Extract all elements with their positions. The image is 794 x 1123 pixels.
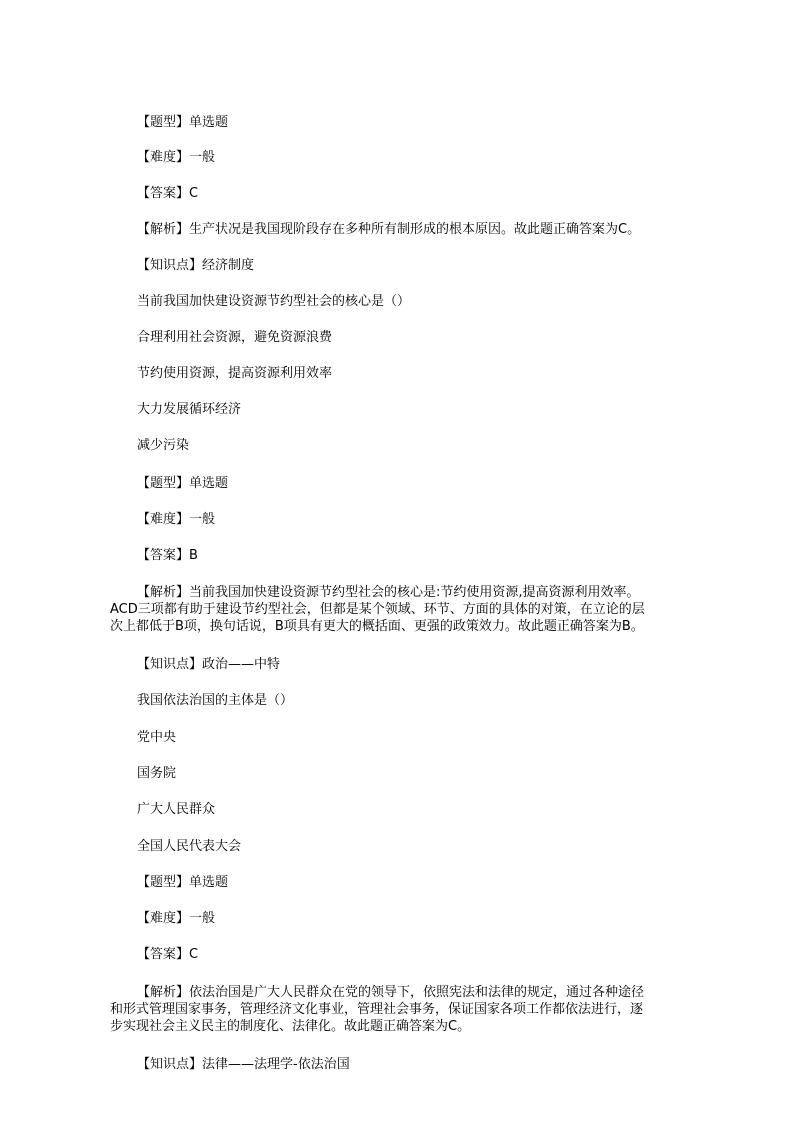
q2-option-c: 大力发展循环经济 [137, 402, 242, 417]
q1-difficulty: 【难度】一般 [137, 150, 216, 165]
q1-knowledge-point: 【知识点】经济制度 [137, 258, 255, 273]
q2-analysis-line-1: 【解析】当前我国加快建设资源节约型社会的核心是:节约使用资源,提高资源利用效率。 [137, 585, 640, 600]
q3-analysis-line-2: 和形式管理国家事务，管理经济文化事业，管理社会事务，保证国家各项工作都依法进行，逐 [110, 1002, 644, 1017]
q1-analysis: 【解析】生产状况是我国现阶段存在多种所有制形成的根本原因。故此题正确答案为C。 [137, 222, 641, 237]
q3-knowledge-point: 【知识点】法律——法理学-依法治国 [137, 1057, 350, 1072]
q2-option-b: 节约使用资源，提高资源利用效率 [137, 366, 333, 381]
q1-answer: 【答案】C [137, 186, 199, 201]
q3-option-d: 全国人民代表大会 [137, 839, 242, 854]
q3-analysis-line-3: 步实现社会主义民主的制度化、法律化。故此题正确答案为C。 [110, 1019, 471, 1034]
q2-answer: 【答案】B [137, 548, 198, 563]
q3-analysis-line-1: 【解析】依法治国是广大人民群众在党的领导下，依照宪法和法律的规定，通过各种途径 [137, 985, 645, 1000]
q2-difficulty: 【难度】一般 [137, 512, 216, 527]
q3-difficulty: 【难度】一般 [137, 911, 216, 926]
q3-answer: 【答案】C [137, 947, 199, 962]
q2-knowledge-point: 【知识点】政治——中特 [137, 657, 281, 672]
q2-option-d: 减少污染 [137, 438, 190, 453]
q3-type: 【题型】单选题 [137, 875, 229, 890]
q3-stem: 我国依法治国的主体是（） [137, 693, 294, 708]
q3-option-c: 广大人民群众 [137, 802, 216, 817]
q1-type: 【题型】单选题 [137, 115, 229, 130]
q2-type: 【题型】单选题 [137, 476, 229, 491]
q3-analysis [110, 984, 688, 1035]
q2-stem: 当前我国加快建设资源节约型社会的核心是（） [137, 294, 411, 309]
q2-analysis-line-3: 次上都低于B项，换句话说，B项具有更大的概括面、更强的政策效力。故此题正确答案为B。 [110, 619, 644, 634]
q3-option-a: 党中央 [137, 730, 177, 745]
q2-analysis [110, 584, 688, 635]
q3-option-b: 国务院 [137, 766, 177, 781]
q2-option-a: 合理利用社会资源，避免资源浪费 [137, 330, 333, 345]
q2-analysis-line-2: ACD三项都有助于建设节约型社会，但都是某个领域、环节、方面的具体的对策，在立论的层 [110, 602, 645, 617]
